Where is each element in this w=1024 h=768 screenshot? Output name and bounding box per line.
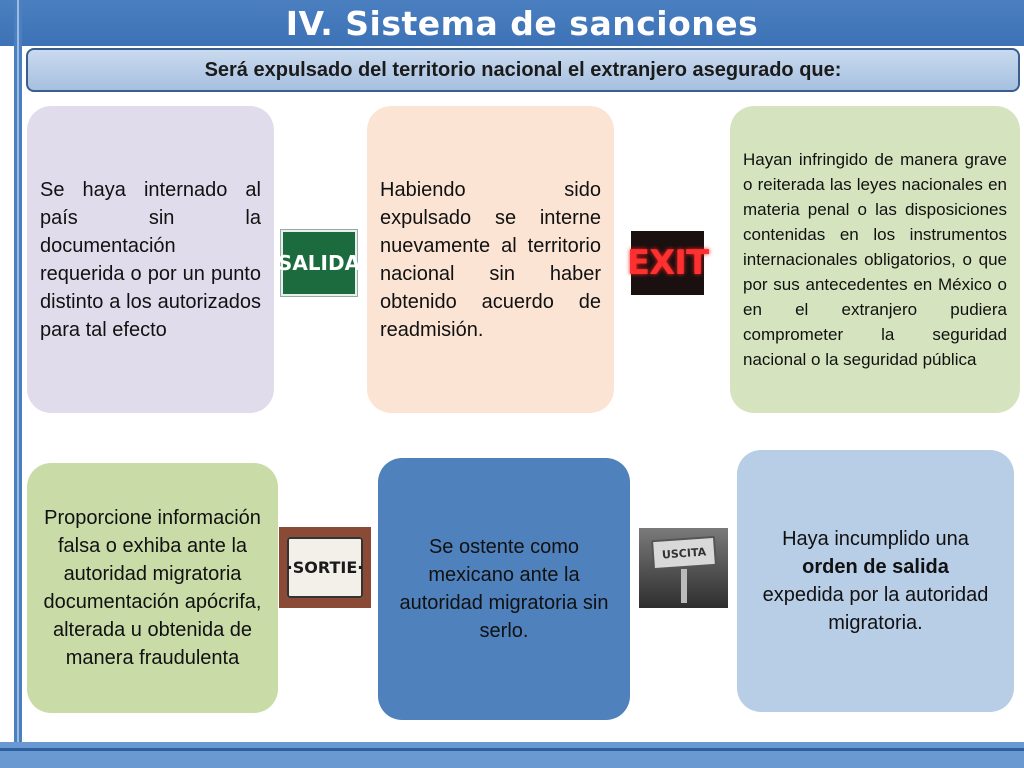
card-text: Se haya internado al país sin la documentación requerida o por un punto distinto a los autorizados para tal efecto xyxy=(40,178,261,341)
card-text-pre: Haya incumplido una xyxy=(782,528,969,550)
sortie-sign-plate xyxy=(287,537,363,598)
footer-band xyxy=(0,742,1024,768)
salida-sign-image xyxy=(277,230,361,296)
card-reingreso-sin-readmision xyxy=(367,106,614,413)
slide-subtitle: Será expulsado del territorio nacional el extranjero asegurado que: xyxy=(26,48,1020,92)
uscita-sign-image xyxy=(639,528,728,608)
card-orden-de-salida xyxy=(737,450,1014,712)
card-text-group xyxy=(753,525,998,637)
uscita-sign-plate xyxy=(651,536,717,570)
exit-sign-image xyxy=(626,231,709,295)
salida-sign-text: SALIDA xyxy=(277,251,361,275)
card-text: Hayan infringido de manera grave o reiterada las leyes nacionales en materia penal o las disposiciones contenidas en los instrumentos internacionales obligatorios, o que por sus antecedentes en México o en el extranjero pudiera comprometer la seguridad nacional o la seguridad pública xyxy=(743,150,1007,369)
card-text: Se ostente como mexicano ante la autoridad migratoria sin serlo. xyxy=(399,536,609,642)
footer-line xyxy=(0,748,1024,751)
card-infraccion-leyes xyxy=(730,106,1020,413)
card-ostentarse-mexicano xyxy=(378,458,630,720)
card-text: Proporcione información falsa o exhiba ante la autoridad migratoria documentación apócrifa, alterada u obtenida de manera fraudulenta xyxy=(43,507,262,669)
sortie-sign-text: ·SORTIE· xyxy=(286,558,364,577)
exit-sign-text: EXIT xyxy=(626,243,709,283)
card-text-post: expedida por la autoridad migratoria. xyxy=(762,584,989,634)
card-internado-sin-documentacion xyxy=(27,106,274,413)
uscita-sign-text: USCITA xyxy=(661,544,706,562)
sortie-sign-image xyxy=(279,527,371,608)
uscita-sign-post xyxy=(681,569,687,603)
left-accent-line xyxy=(17,0,19,768)
slide-title: IV. Sistema de sanciones xyxy=(285,4,759,43)
card-text-bold: orden de salida xyxy=(802,556,949,578)
card-informacion-falsa xyxy=(27,463,278,713)
card-text: Habiendo sido expulsado se interne nuevamente al territorio nacional sin haber obtenido acuerdo de readmisión. xyxy=(380,178,601,341)
